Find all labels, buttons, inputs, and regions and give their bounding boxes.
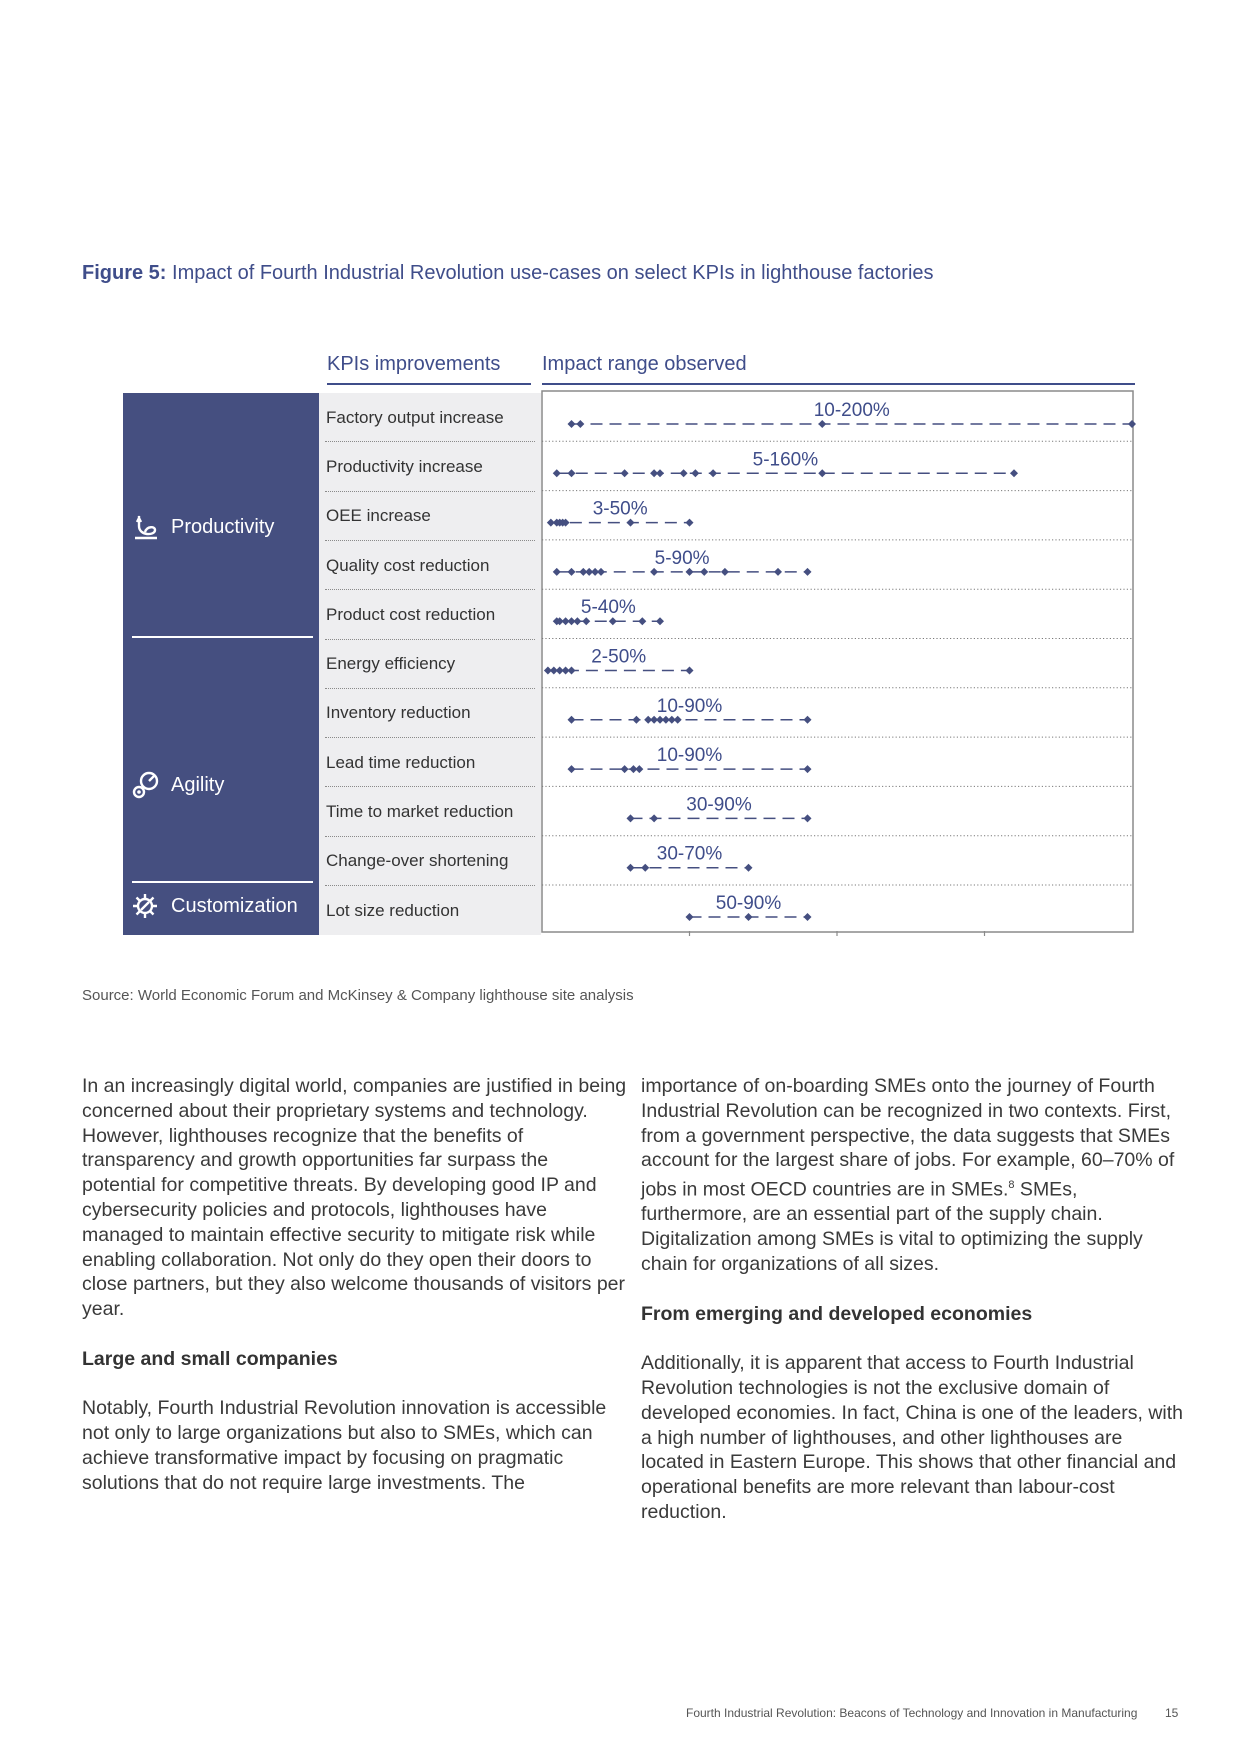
figure-caption: Impact of Fourth Industrial Revolution use-cases on select KPIs in lighthouse factories: [172, 262, 934, 284]
range-label: 3-50%: [592, 498, 648, 520]
range-label: 5-90%: [654, 547, 710, 569]
category-label: Customization: [171, 894, 298, 917]
kpi-label: Productivity increase: [326, 456, 483, 476]
kpi-label: OEE increase: [326, 506, 431, 526]
category-customization: [131, 891, 298, 921]
kpi-label: Quality cost reduction: [326, 555, 490, 575]
body-paragraph: In an increasingly digital world, companies are justified in being concerned about their proprietary systems and technology. However, lighthouses recognize that the benefits of transparency and growth opportunities far surpass the potential for competitive threats. By developing good IP and cybersecurity policies and protocols, lighthouses have managed to maintain effective security to mitigate risk while enabling collaboration. Not only do they open their doors to close partners, but they also welcome thousands of visitors per year.: [82, 1075, 627, 1321]
kpi-column-header: KPIs improvements: [327, 353, 531, 385]
range-label: 10-90%: [656, 695, 723, 717]
page-number: 15: [1165, 1706, 1179, 1720]
row-divider: [325, 540, 535, 541]
row-divider: [325, 589, 535, 590]
range-label: 10-90%: [656, 745, 723, 767]
figure-title: [82, 262, 934, 285]
section-heading: From emerging and developed economies: [641, 1302, 1033, 1325]
section-heading: Large and small companies: [82, 1347, 338, 1370]
row-divider: [325, 786, 535, 787]
body-paragraph: Additionally, it is apparent that access to Fourth Industrial Revolution technologies is not the exclusive domain of developed economies. In fact, China is one of the leaders, with a high number of lighthouses, and other lighthouses are located in Eastern Europe. This shows that other financial and operational benefits are more relevant than labour-cost reduction.: [641, 1352, 1183, 1524]
body-paragraph: Notably, Fourth Industrial Revolution innovation is accessible not only to large organizations but also to SMEs, which can achieve transformative impact by focusing on pragmatic solutions that do not require large investments. The: [82, 1397, 607, 1494]
category-productivity: [131, 512, 274, 542]
range-label: 30-90%: [686, 794, 752, 816]
figure-source: Source: World Economic Forum and McKinsey & Company lighthouse site analysis: [82, 987, 634, 1004]
body-column-left: [82, 1074, 627, 1520]
kpi-label: Energy efficiency: [326, 654, 456, 674]
impact-range-chart: [541, 390, 1141, 940]
range-label: 5-160%: [752, 449, 819, 471]
customization-icon: [131, 891, 161, 921]
range-label: 5-40%: [580, 597, 636, 619]
footnote-ref[interactable]: 8: [1008, 1179, 1015, 1192]
category-divider: [132, 881, 313, 883]
category-label: Agility: [171, 773, 225, 796]
row-divider: [325, 639, 535, 640]
row-divider: [325, 441, 535, 442]
row-divider: [325, 737, 535, 738]
kpi-panel: [319, 393, 541, 935]
kpi-label: Factory output increase: [326, 407, 504, 427]
kpi-label: Product cost reduction: [326, 604, 496, 624]
row-divider: [325, 836, 535, 837]
kpi-label: Lead time reduction: [326, 752, 476, 772]
category-agility: [131, 770, 224, 800]
kpi-label: Inventory reduction: [326, 703, 471, 723]
category-divider: [132, 636, 313, 638]
productivity-icon: [131, 512, 161, 542]
range-label: 2-50%: [591, 646, 647, 668]
kpi-label: Time to market reduction: [326, 802, 514, 822]
range-label: 30-70%: [656, 843, 723, 865]
body-column-right: [641, 1074, 1186, 1550]
kpi-label: Change-over shortening: [326, 851, 509, 871]
body-text: importance of on-boarding SMEs onto the journey of Fourth Industrial Revolution can be recognized in two contexts. First, from a government perspective, the data suggests that SMEs account for the largest share of jobs. For example, 60–70% of jobs in most OECD countries are in SMEs.: [641, 1075, 1175, 1201]
row-divider: [325, 688, 535, 689]
category-panel: [123, 393, 319, 935]
row-divider: [325, 491, 535, 492]
range-label: 10-200%: [813, 400, 890, 421]
range-label: 50-90%: [715, 893, 782, 914]
page-footer: Fourth Industrial Revolution: Beacons of Technology and Innovation in Manufacturing: [686, 1706, 1138, 1720]
kpi-label: Lot size reduction: [326, 900, 460, 920]
figure-label: Figure 5:: [82, 262, 167, 284]
gears-icon: [131, 770, 161, 800]
category-label: Productivity: [171, 515, 275, 538]
body-paragraph: [641, 1074, 1186, 1277]
body-text: SMEs, furthermore, are an essential part of the supply chain. Digitalization among SMEs is vital to optimizing the supply chain for organizations of all sizes.: [641, 1178, 1143, 1276]
row-divider: [325, 885, 535, 886]
impact-column-header: Impact range observed: [542, 353, 1135, 385]
